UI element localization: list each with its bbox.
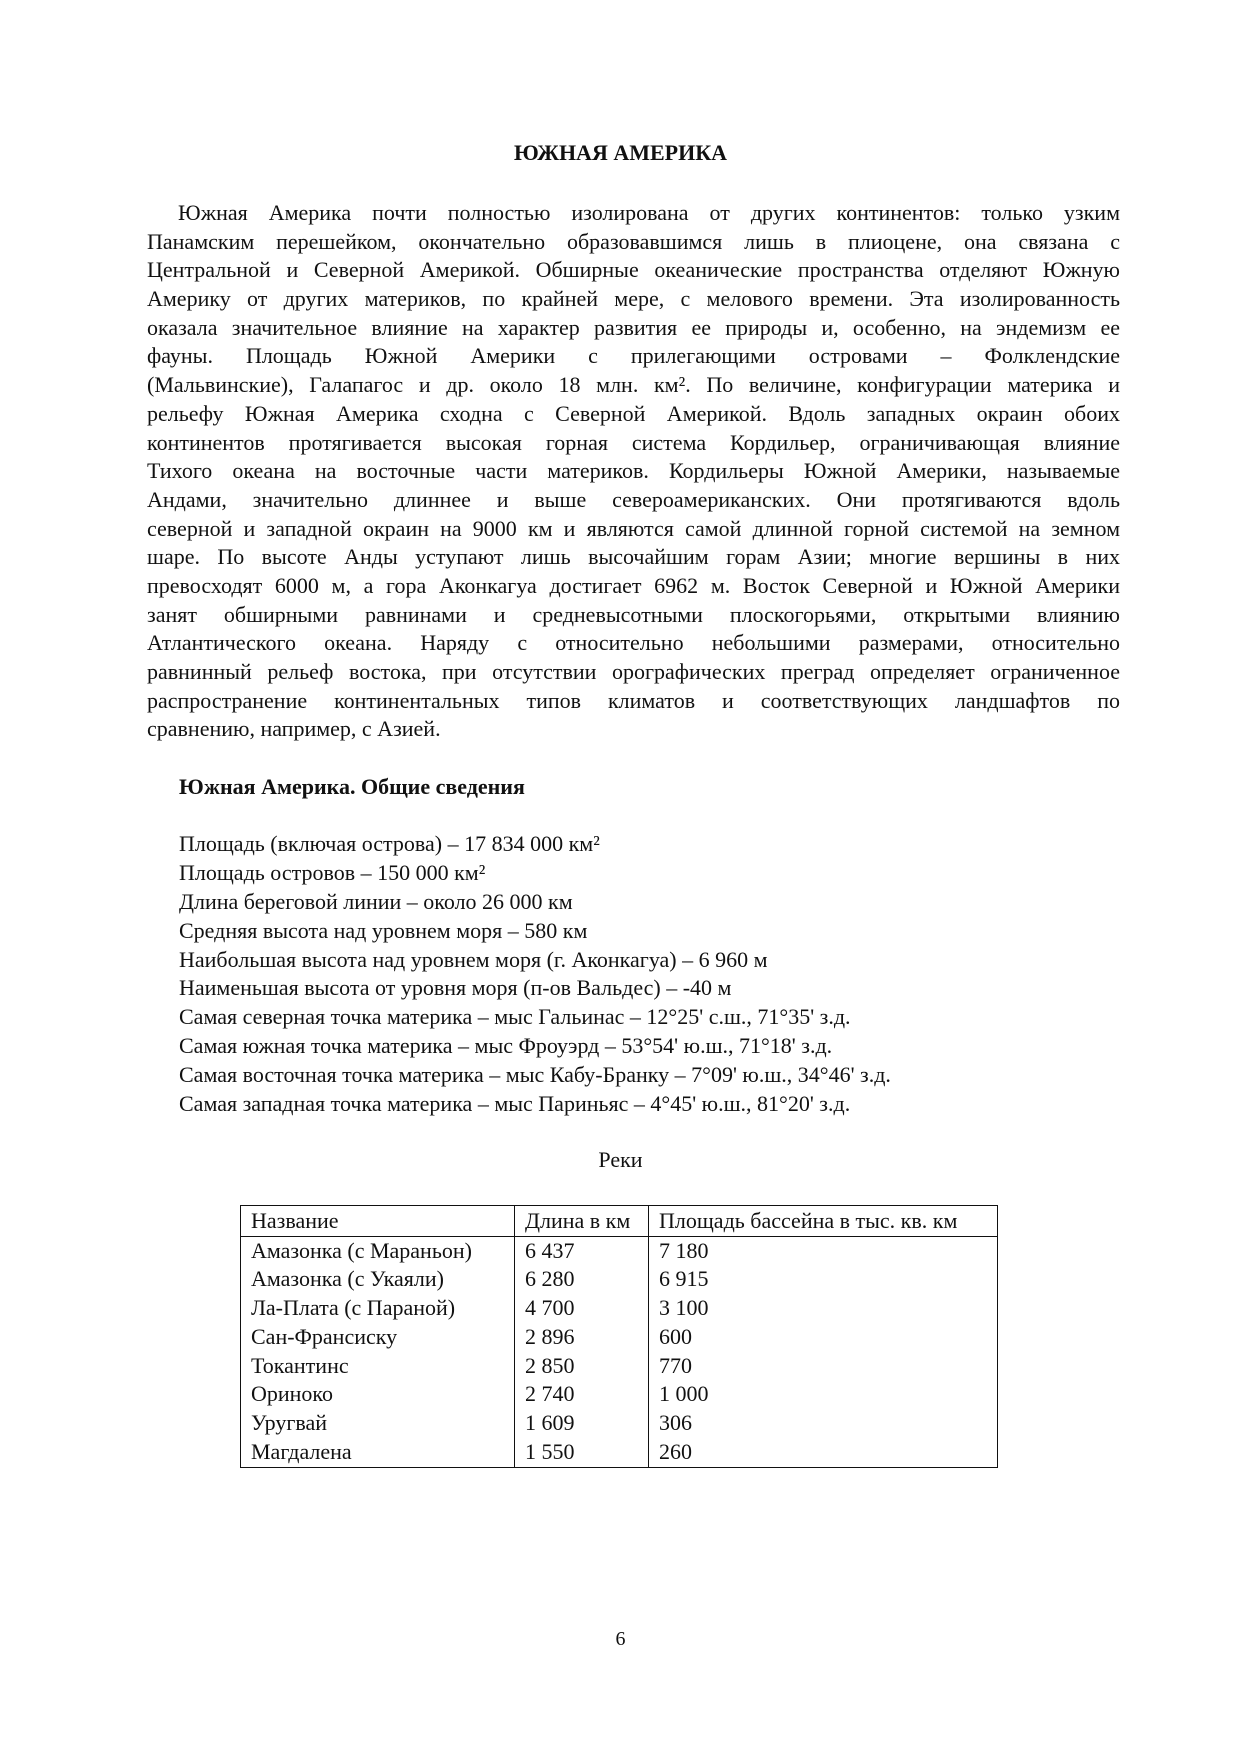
fact-item: Площадь (включая острова) – 17 834 000 км² xyxy=(179,831,600,856)
table-header-row xyxy=(241,1206,998,1237)
paragraph-line: сравнению, например, с Азией. xyxy=(147,716,441,742)
cell-basin-area: 1 000 xyxy=(649,1380,998,1409)
section-heading: Южная Америка. Общие сведения xyxy=(179,774,525,799)
cell-length: 2 740 xyxy=(515,1380,649,1409)
paragraph-line: равнинный рельеф востока, при отсутствии орографических преград определяет ограниченное xyxy=(147,659,1120,684)
cell-basin-area: 600 xyxy=(649,1323,998,1352)
fact-item: Средняя высота над уровнем моря – 580 км xyxy=(179,917,588,943)
paragraph-line: фауны. Площадь Южной Америки с прилегающими островами – Фолклендские xyxy=(147,343,1120,369)
cell-length: 2 896 xyxy=(515,1323,649,1352)
fact-item: Наименьшая высота от уровня моря (п-ов Вальдес) – -40 м xyxy=(179,975,732,1001)
cell-length: 6 280 xyxy=(515,1265,649,1294)
cell-name: Ла-Плата (с Параной) xyxy=(241,1294,515,1323)
cell-basin-area: 7 180 xyxy=(649,1236,998,1265)
table-row xyxy=(241,1380,998,1409)
cell-basin-area: 306 xyxy=(649,1409,998,1438)
cell-name: Уругвай xyxy=(241,1409,515,1438)
page-title: ЮЖНАЯ АМЕРИКА xyxy=(513,140,728,165)
table-row xyxy=(241,1265,998,1294)
fact-item: Самая восточная точка материка – мыс Кабу-Бранку – 7°09' ю.ш., 34°46' з.д. xyxy=(179,1062,891,1088)
fact-item: Длина береговой линии – около 26 000 км xyxy=(179,888,573,914)
cell-length: 1 550 xyxy=(515,1438,649,1468)
table-row xyxy=(241,1352,998,1381)
header-name: Название xyxy=(241,1206,515,1237)
paragraph-line: оказала значительное влияние на характер развития ее природы и, особенно, на эндемизм ее xyxy=(147,314,1120,340)
cell-name: Амазонка (с Укаяли) xyxy=(241,1265,515,1294)
paragraph-line: северной и западной окраин на 9000 км и являются самой длинной горной системой на земном xyxy=(147,515,1120,541)
rivers-table xyxy=(240,1205,998,1468)
table-row xyxy=(241,1323,998,1352)
table-caption: Реки xyxy=(598,1147,643,1172)
cell-basin-area: 260 xyxy=(649,1438,998,1468)
intro-paragraph xyxy=(147,199,1120,744)
table-row xyxy=(241,1438,998,1468)
cell-name: Сан-Франсиску xyxy=(241,1323,515,1352)
paragraph-line: Атлантического океана. Наряду с относительно небольшими размерами, относительно xyxy=(147,630,1120,656)
paragraph-line: Южная Америка почти полностью изолирована от других континентов: только узким xyxy=(178,200,1120,225)
cell-name: Ориноко xyxy=(241,1380,515,1409)
table-row xyxy=(241,1409,998,1438)
fact-item: Самая западная точка материка – мыс Париньяс – 4°45' ю.ш., 81°20' з.д. xyxy=(179,1091,851,1117)
paragraph-line: рельефу Южная Америка сходна с Северной Америкой. Вдоль западных окраин обоих xyxy=(147,400,1120,426)
fact-item: Площадь островов – 150 000 км² xyxy=(179,859,486,885)
paragraph-line: Америку от других материков, по крайней мере, с мелового времени. Эта изолированность xyxy=(147,286,1120,312)
paragraph-line: шаре. По высоте Анды уступают лишь высочайшим горам Азии; многие вершины в них xyxy=(147,544,1120,570)
cell-name: Магдалена xyxy=(241,1438,515,1468)
cell-length: 1 609 xyxy=(515,1409,649,1438)
paragraph-line: Тихого океана на восточные части материков. Кордильеры Южной Америки, называемые xyxy=(147,458,1120,484)
table-row xyxy=(241,1294,998,1323)
header-length: Длина в км xyxy=(515,1206,649,1237)
paragraph-line: Андами, значительно длиннее и выше североамериканских. Они протягиваются вдоль xyxy=(147,486,1120,512)
table-row xyxy=(241,1236,998,1265)
cell-length: 6 437 xyxy=(515,1236,649,1265)
paragraph-line: Панамским перешейком, окончательно образовавшимся лишь в плиоцене, она связана с xyxy=(147,228,1120,254)
cell-length: 4 700 xyxy=(515,1294,649,1323)
fact-item: Самая южная точка материка – мыс Фроуэрд – 53°54' ю.ш., 71°18' з.д. xyxy=(179,1033,833,1059)
paragraph-line: (Мальвинские), Галапагос и др. около 18 млн. км². По величине, конфигурации материка и xyxy=(147,372,1120,398)
cell-length: 2 850 xyxy=(515,1352,649,1381)
paragraph-line: занят обширными равнинами и средневысотными плоскогорьями, открытыми влиянию xyxy=(147,601,1120,627)
cell-basin-area: 770 xyxy=(649,1352,998,1381)
paragraph-line: Центральной и Северной Америкой. Обширные океанические пространства отделяют Южную xyxy=(147,257,1120,283)
cell-name: Амазонка (с Мараньон) xyxy=(241,1236,515,1265)
cell-basin-area: 3 100 xyxy=(649,1294,998,1323)
header-basin-area: Площадь бассейна в тыс. кв. км xyxy=(649,1206,998,1237)
cell-name: Токантинс xyxy=(241,1352,515,1381)
fact-item: Самая северная точка материка – мыс Гальинас – 12°25' с.ш., 71°35' з.д. xyxy=(179,1004,851,1030)
fact-item: Наибольшая высота над уровнем моря (г. Аконкагуа) – 6 960 м xyxy=(179,946,768,972)
cell-basin-area: 6 915 xyxy=(649,1265,998,1294)
paragraph-line: превосходят 6000 м, а гора Аконкагуа достигает 6962 м. Восток Северной и Южной Америки xyxy=(147,572,1120,598)
paragraph-line: континентов протягивается высокая горная система Кордильер, ограничивающая влияние xyxy=(147,429,1120,455)
page-number: 6 xyxy=(615,1628,626,1650)
facts-list xyxy=(179,830,891,1119)
paragraph-line: распространение континентальных типов климатов и соответствующих ландшафтов по xyxy=(147,687,1120,713)
